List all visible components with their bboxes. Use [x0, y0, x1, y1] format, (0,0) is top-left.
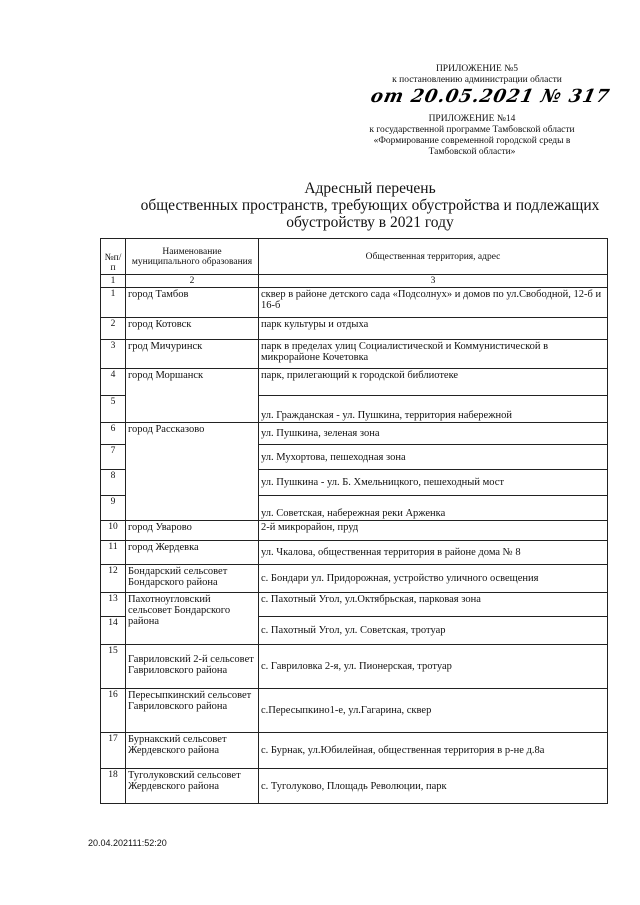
row-num: 2 — [101, 318, 126, 340]
appendix14-desc2: «Формирование современной городской среды в — [373, 136, 571, 146]
row-municipality: Бурнакский сельсовет Жердевского района — [126, 733, 259, 769]
row-num: 8 — [101, 470, 126, 496]
row-municipality: город Рассказово — [126, 423, 259, 521]
row-municipality: город Жердевка — [126, 541, 259, 565]
row-num: 3 — [101, 340, 126, 369]
row-num: 12 — [101, 565, 126, 593]
row-territory: ул. Пушкина, зеленая зона — [259, 423, 608, 445]
col-index: 3 — [259, 275, 608, 288]
appendix5-block — [362, 64, 592, 86]
row-num: 18 — [101, 769, 126, 804]
document-title — [90, 180, 640, 231]
row-territory: ул. Чкалова, общественная территория в районе дома № 8 — [259, 541, 608, 565]
row-municipality: Пересыпкинский сельсовет Гавриловского района — [126, 689, 259, 733]
row-num: 4 — [101, 369, 126, 396]
appendix14-label: ПРИЛОЖЕНИЕ №14 — [428, 114, 516, 124]
row-num: 10 — [101, 521, 126, 541]
row-num: 15 — [101, 645, 126, 689]
table-row — [101, 369, 608, 396]
appendix14-desc1: к государственной программе Тамбовской области — [369, 125, 575, 135]
row-territory: парк культуры и отдыха — [259, 318, 608, 340]
row-num: 9 — [101, 496, 126, 521]
title-line3: обустройству в 2021 году — [286, 214, 454, 231]
col-header-territory: Общественная территория, адрес — [259, 239, 608, 275]
col-header-num: №п/п — [101, 239, 126, 275]
table-row — [101, 593, 608, 617]
row-municipality: город Уварово — [126, 521, 259, 541]
table-row — [101, 423, 608, 445]
row-municipality: Бондарский сельсовет Бондарского района — [126, 565, 259, 593]
appendix5-label: ПРИЛОЖЕНИЕ №5 — [435, 64, 519, 74]
table-row — [101, 340, 608, 369]
row-num: 11 — [101, 541, 126, 565]
col-index: 2 — [126, 275, 259, 288]
row-territory: сквер в районе детского сада «Подсолнух» и домов по ул.Свободной, 12-б и 16-б — [259, 288, 608, 318]
row-territory: с.Пересыпкино1-е, ул.Гагарина, сквер — [259, 689, 608, 733]
table-row — [101, 318, 608, 340]
row-num: 16 — [101, 689, 126, 733]
row-territory: с. Бондари ул. Придорожная, устройство уличного освещения — [259, 565, 608, 593]
table-row — [101, 541, 608, 565]
row-municipality: город Тамбов — [126, 288, 259, 318]
table-row — [101, 689, 608, 733]
title-line1: Адресный перечень — [304, 180, 436, 197]
print-timestamp: 20.04.202111:52:20 — [88, 838, 167, 848]
row-municipality: Гавриловский 2-й сельсовет Гавриловского района — [126, 645, 259, 689]
table-row — [101, 288, 608, 318]
row-territory: ул. Советская, набережная реки Арженка — [259, 496, 608, 521]
row-num: 17 — [101, 733, 126, 769]
row-territory: 2-й микрорайон, пруд — [259, 521, 608, 541]
table-row — [101, 521, 608, 541]
appendix14-desc3: Тамбовской области» — [428, 147, 516, 157]
handwritten-signature-date: от 20.05.2021 № 317 — [369, 86, 613, 107]
row-municipality: Пахотноугловский сельсовет Бондарского района — [126, 593, 259, 645]
row-territory: ул. Мухортова, пешеходная зона — [259, 445, 608, 470]
row-territory: парк, прилегающий к городской библиотеке — [259, 369, 608, 396]
territory-table — [100, 238, 608, 804]
row-municipality: грод Мичуринск — [126, 340, 259, 369]
row-territory: с. Бурнак, ул.Юбилейная, общественная территория в р-не д.8а — [259, 733, 608, 769]
row-territory: ул. Пушкина - ул. Б. Хмельницкого, пешеходный мост — [259, 470, 608, 496]
table-row — [101, 565, 608, 593]
row-territory: ул. Гражданская - ул. Пушкина, территория набережной — [259, 396, 608, 423]
row-municipality: город Моршанск — [126, 369, 259, 423]
appendix5-desc: к постановлению администрации области — [392, 75, 562, 85]
table-row — [101, 733, 608, 769]
row-num: 5 — [101, 396, 126, 423]
row-num: 14 — [101, 617, 126, 645]
row-municipality: Туголуковский сельсовет Жердевского района — [126, 769, 259, 804]
table-row — [101, 645, 608, 689]
title-line2: общественных пространств, требующих обустройства и подлежащих — [140, 197, 600, 214]
row-territory: с. Туголуково, Площадь Революции, парк — [259, 769, 608, 804]
row-territory: с. Пахотный Угол, ул.Октябрьская, парковая зона — [259, 593, 608, 617]
row-territory: с. Пахотный Угол, ул. Советская, тротуар — [259, 617, 608, 645]
table-row — [101, 769, 608, 804]
col-header-municipality: Наименование муниципального образования — [126, 239, 259, 275]
row-territory: парк в пределах улиц Социалистической и Коммунистической в микрорайоне Кочетовка — [259, 340, 608, 369]
row-num: 1 — [101, 288, 126, 318]
appendix14-block — [352, 114, 592, 158]
row-territory: с. Гавриловка 2-я, ул. Пионерская, тротуар — [259, 645, 608, 689]
col-index: 1 — [101, 275, 126, 288]
row-num: 13 — [101, 593, 126, 617]
row-num: 6 — [101, 423, 126, 445]
row-num: 7 — [101, 445, 126, 470]
row-municipality: город Котовск — [126, 318, 259, 340]
